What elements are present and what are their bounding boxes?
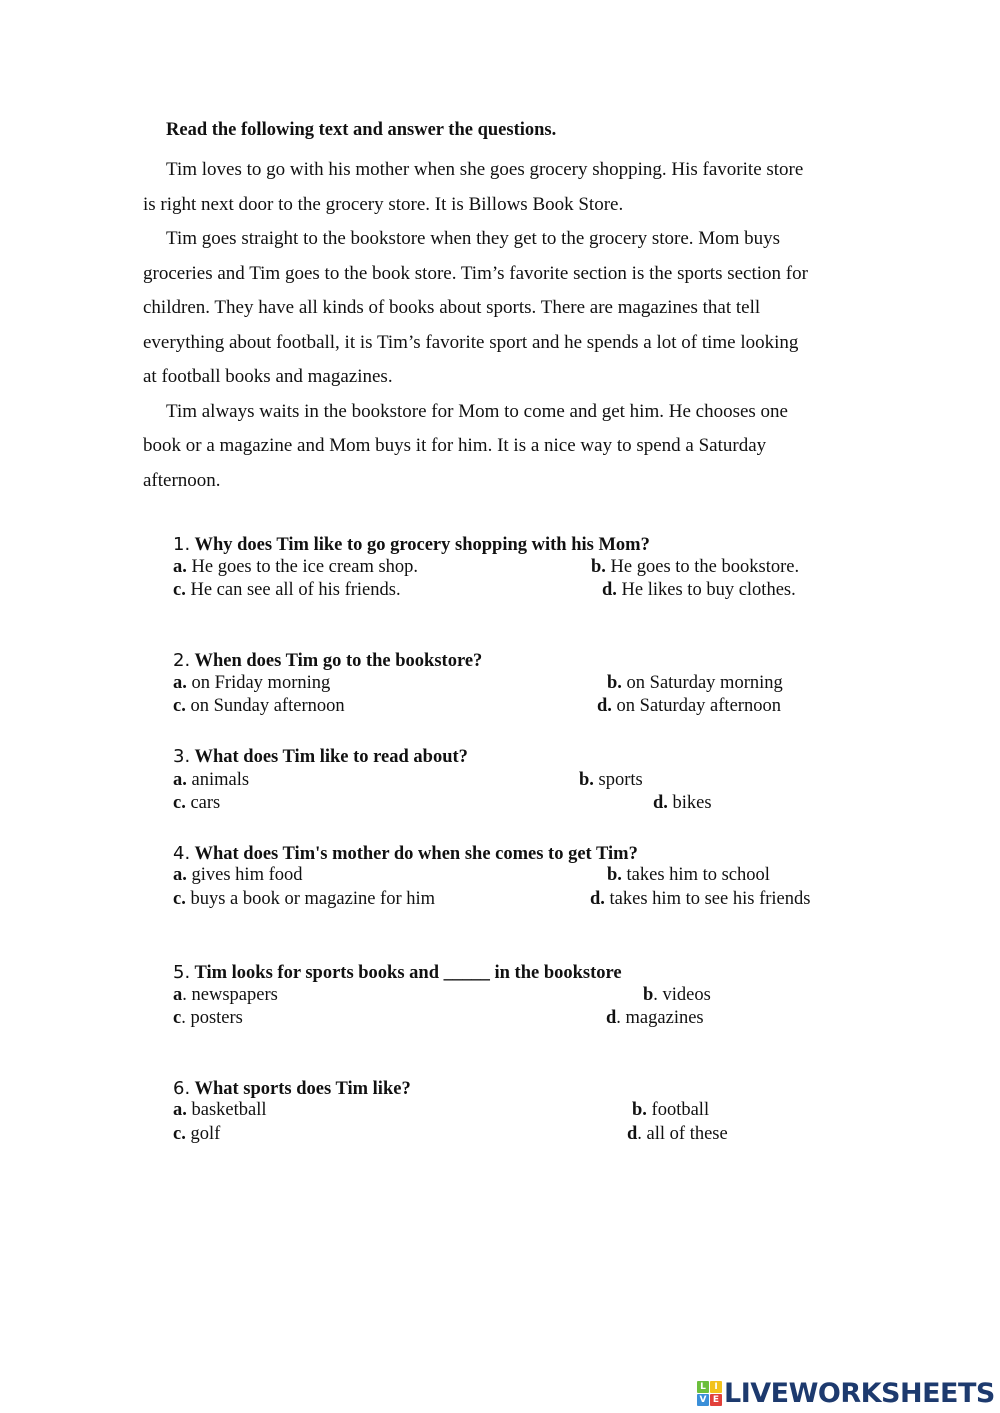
- question-number: 1.: [173, 534, 191, 555]
- logo-wordmark: LIVEWORKSHEETS: [724, 1377, 995, 1409]
- option-3d[interactable]: [653, 793, 712, 814]
- option-text: on Saturday afternoon: [611, 696, 781, 716]
- option-letter: b.: [607, 673, 622, 693]
- option-3c[interactable]: [173, 793, 220, 814]
- option-6d[interactable]: [627, 1124, 728, 1145]
- option-text: animals: [186, 770, 250, 790]
- option-text: He goes to the ice cream shop.: [186, 557, 419, 577]
- question-6: [173, 1078, 411, 1100]
- logo-letter-e: E: [710, 1394, 722, 1406]
- instructions-heading: Read the following text and answer the questions.: [166, 120, 557, 140]
- option-5b[interactable]: [643, 985, 711, 1006]
- logo-letter-l: L: [697, 1381, 709, 1393]
- option-text: bikes: [667, 793, 712, 813]
- option-text: . videos: [653, 985, 711, 1005]
- option-letter: d.: [653, 793, 668, 813]
- passage-line: at football books and magazines.: [143, 366, 393, 387]
- option-letter: b.: [591, 557, 606, 577]
- option-text: sports: [593, 770, 643, 790]
- logo-mark-icon: [697, 1381, 722, 1406]
- option-letter: a.: [173, 673, 187, 693]
- logo-letter-v: V: [697, 1394, 709, 1406]
- question-text: What does Tim like to read about?: [194, 747, 468, 767]
- option-letter: c.: [173, 793, 186, 813]
- option-3a[interactable]: [173, 770, 249, 791]
- passage-line: groceries and Tim goes to the book store. Tim’s favorite section is the sports section for: [143, 262, 808, 284]
- question-1: [173, 534, 650, 556]
- option-1a[interactable]: [173, 557, 418, 578]
- option-text: golf: [185, 1124, 221, 1144]
- option-text: on Sunday afternoon: [185, 696, 345, 716]
- option-text: He goes to the bookstore.: [605, 557, 800, 577]
- option-letter: a: [173, 985, 183, 1005]
- question-4: [173, 843, 638, 865]
- passage-line: Tim loves to go with his mother when she goes grocery shopping. His favorite store: [166, 159, 804, 180]
- option-text: cars: [185, 793, 221, 813]
- option-letter: c.: [173, 889, 186, 909]
- question-text: When does Tim go to the bookstore?: [194, 651, 483, 671]
- option-5a[interactable]: [173, 985, 278, 1006]
- option-2b[interactable]: [607, 673, 783, 694]
- option-letter: a.: [173, 770, 187, 790]
- option-letter: d.: [590, 889, 605, 909]
- passage-line: is right next door to the grocery store. It is Billows Book Store.: [143, 193, 624, 215]
- question-2: [173, 650, 482, 672]
- option-letter: a.: [173, 865, 187, 885]
- logo-letter-i: I: [710, 1381, 722, 1393]
- passage-line: children. They have all kinds of books about sports. There are magazines that tell: [143, 297, 761, 318]
- option-1b[interactable]: [591, 557, 799, 578]
- option-letter: a.: [173, 1100, 187, 1120]
- option-text: He can see all of his friends.: [185, 580, 401, 600]
- option-4b[interactable]: [607, 865, 770, 886]
- option-text: . magazines: [616, 1008, 704, 1028]
- option-text: on Friday morning: [186, 673, 331, 693]
- reading-passage: [143, 153, 863, 503]
- option-2d[interactable]: [597, 696, 781, 717]
- option-text: gives him food: [186, 865, 303, 885]
- option-1d[interactable]: [602, 580, 796, 601]
- passage-line: everything about football, it is Tim’s favorite sport and he spends a lot of time looking: [143, 331, 799, 353]
- option-text: basketball: [186, 1100, 267, 1120]
- question-number: 2.: [173, 650, 191, 671]
- option-text: takes him to see his friends: [604, 889, 811, 909]
- option-text: He likes to buy clothes.: [616, 580, 796, 600]
- option-2a[interactable]: [173, 673, 330, 694]
- passage-line: Tim goes straight to the bookstore when they get to the grocery store. Mom buys: [166, 228, 781, 249]
- question-text: What sports does Tim like?: [194, 1079, 411, 1099]
- option-5c[interactable]: [173, 1008, 243, 1029]
- question-5: [173, 962, 622, 984]
- option-text: buys a book or magazine for him: [185, 889, 436, 909]
- option-6a[interactable]: [173, 1100, 267, 1121]
- question-text: Tim looks for sports books and _____ in the bookstore: [194, 963, 622, 983]
- option-letter: b.: [632, 1100, 647, 1120]
- option-letter: c: [173, 1008, 182, 1028]
- option-letter: d.: [597, 696, 612, 716]
- option-3b[interactable]: [579, 770, 643, 791]
- option-1c[interactable]: [173, 580, 401, 601]
- option-text: football: [646, 1100, 710, 1120]
- passage-line: afternoon.: [143, 469, 221, 491]
- option-letter: c.: [173, 696, 186, 716]
- question-text: What does Tim's mother do when she comes to get Tim?: [194, 844, 638, 864]
- question-number: 5.: [173, 962, 191, 983]
- question-number: 4.: [173, 843, 191, 864]
- option-4c[interactable]: [173, 889, 435, 910]
- option-letter: d.: [602, 580, 617, 600]
- question-number: 3.: [173, 746, 191, 767]
- question-text: Why does Tim like to go grocery shopping with his Mom?: [194, 535, 650, 555]
- option-4a[interactable]: [173, 865, 303, 886]
- option-text: takes him to school: [621, 865, 770, 885]
- option-letter: d: [606, 1008, 617, 1028]
- option-text: on Saturday morning: [621, 673, 783, 693]
- option-5d[interactable]: [606, 1008, 704, 1029]
- option-letter: b.: [607, 865, 622, 885]
- question-number: 6.: [173, 1078, 191, 1099]
- liveworksheets-logo[interactable]: [697, 1377, 995, 1409]
- option-6c[interactable]: [173, 1124, 220, 1145]
- option-6b[interactable]: [632, 1100, 709, 1121]
- passage-line: Tim always waits in the bookstore for Mom to come and get him. He chooses one: [166, 400, 788, 422]
- option-letter: c.: [173, 1124, 186, 1144]
- option-letter: b.: [579, 770, 594, 790]
- option-text: . all of these: [637, 1124, 728, 1144]
- option-text: . posters: [181, 1008, 243, 1028]
- option-letter: b: [643, 985, 654, 1005]
- option-2c[interactable]: [173, 696, 345, 717]
- option-letter: c.: [173, 580, 186, 600]
- option-letter: a.: [173, 557, 187, 577]
- option-4d[interactable]: [590, 889, 810, 910]
- option-text: . newspapers: [182, 985, 278, 1005]
- option-letter: d: [627, 1124, 638, 1144]
- passage-line: book or a magazine and Mom buys it for him. It is a nice way to spend a Saturday: [143, 435, 767, 456]
- question-3: [173, 746, 468, 768]
